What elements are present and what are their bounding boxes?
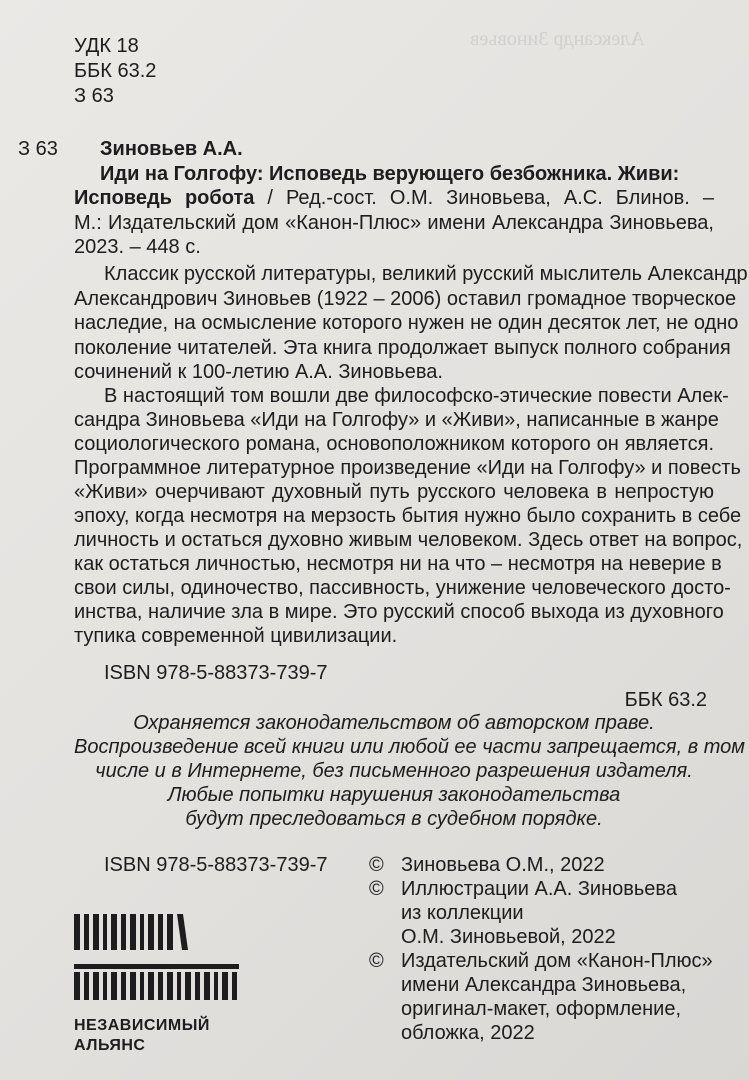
abstract-line: В настоящий том вошли две философско-этические повести Алек- xyxy=(104,385,729,407)
barcode-icon xyxy=(74,964,239,1000)
bleed-through-text: Александр Зиновьев xyxy=(470,28,645,50)
copyright-notice-line: Любые попытки нарушения законодательства xyxy=(167,784,621,806)
publisher-logo-line1: НЕЗАВИСИМЫЙ xyxy=(74,1017,210,1034)
bbk-code: ББК 63.2 xyxy=(74,60,157,82)
abstract-line: Программное литературное произведение «Иди на Голгофу» и повесть xyxy=(74,457,741,479)
entry-author-mark: З 63 xyxy=(18,138,58,160)
abstract-line: «Живи» очерчивают духовный путь русского человека в непростую xyxy=(74,481,714,503)
copyright-notice-line: числе и в Интернете, без письменного разрешения издателя. xyxy=(95,760,693,782)
abstract-line: поколение читателей. Эта книга продолжает выпуск полного собрания xyxy=(74,337,731,359)
udk-code: УДК 18 xyxy=(74,35,139,57)
bbk-right: ББК 63.2 xyxy=(624,689,707,711)
abstract-line: сандра Зиновьева «Иди на Голгофу» и «Живи», написанные в жанре xyxy=(74,409,719,431)
copyright-holder: имени Александра Зиновьева, xyxy=(401,974,687,996)
abstract-line: сочинений к 100-летию А.А. Зиновьева. xyxy=(74,361,443,383)
author-mark: З 63 xyxy=(74,85,114,107)
abstract-line: личность и остаться духовно живым человеком. Здесь ответ на вопрос, xyxy=(74,529,743,551)
copyright-symbol: © xyxy=(369,950,384,972)
publisher-logo-bars-top xyxy=(74,914,239,950)
abstract-line: наследие, на осмысление которого нужен не один десяток лет, не одно xyxy=(74,312,739,334)
copyright-notice-line: будут преследоваться в судебном порядке. xyxy=(185,808,603,830)
abstract-line: инства, наличие зла в мире. Это русский способ выхода из духовного xyxy=(74,601,724,623)
entry-publisher-line2: 2023. – 448 с. xyxy=(74,236,201,258)
copyright-holder: О.М. Зиновьевой, 2022 xyxy=(401,926,616,948)
entry-publisher-line1: М.: Издательский дом «Канон-Плюс» имени Александра Зиновьева, xyxy=(74,212,714,234)
publisher-logo-bars-bottom xyxy=(74,964,239,1000)
abstract-line: свои силы, одиночество, пассивность, унижение человеческого досто- xyxy=(74,577,731,599)
entry-title-line2 xyxy=(74,186,714,210)
copyright-notice-line: Воспроизведение всей книги или любой ее части запрещается, в том xyxy=(74,736,745,758)
barcode-icon xyxy=(74,914,194,950)
isbn-main: ISBN 978-5-88373-739-7 xyxy=(104,662,328,684)
abstract-line: как остаться личностью, несмотря ни на что – несмотря на неверие в xyxy=(74,553,722,575)
copyright-holder: Издательский дом «Канон-Плюс» xyxy=(401,950,713,972)
copyright-holder: из коллекции xyxy=(401,902,524,924)
abstract-line: тупика современной цивилизации. xyxy=(74,625,398,647)
copyright-notice-line: Охраняется законодательством об авторском праве. xyxy=(133,712,655,734)
abstract-line: Александрович Зиновьев (1922 – 2006) оставил громадное творческое xyxy=(74,288,737,310)
publisher-logo-line2: АЛЬЯНС xyxy=(74,1037,146,1054)
entry-title-line1: Иди на Голгофу: Исповедь верующего безбожника. Живи: xyxy=(100,163,680,185)
copyright-holder: Иллюстрации А.А. Зиновьева xyxy=(401,878,677,900)
copyright-holder: оригинал-макет, оформление, xyxy=(401,998,682,1020)
abstract-line: Классик русской литературы, великий русский мыслитель Александр xyxy=(104,263,748,285)
copyright-holder: обложка, 2022 xyxy=(401,1022,535,1044)
entry-editors: / Ред.-сост. О.М. Зиновьева, А.С. Блинов. – xyxy=(254,187,714,209)
copyright-symbol: © xyxy=(369,878,384,900)
copyright-holder: Зиновьева О.М., 2022 xyxy=(401,854,605,876)
abstract-line: эпоху, когда несмотря на мерзость бытия нужно было сохранить в себе xyxy=(74,505,742,527)
isbn-bottom: ISBN 978-5-88373-739-7 xyxy=(104,854,328,876)
copyright-symbol: © xyxy=(369,854,384,876)
entry-author: Зиновьев А.А. xyxy=(100,138,243,160)
abstract-line: социологического романа, основоположником которого он является. xyxy=(74,433,714,455)
entry-title-bold: Исповедь робота xyxy=(74,187,255,209)
